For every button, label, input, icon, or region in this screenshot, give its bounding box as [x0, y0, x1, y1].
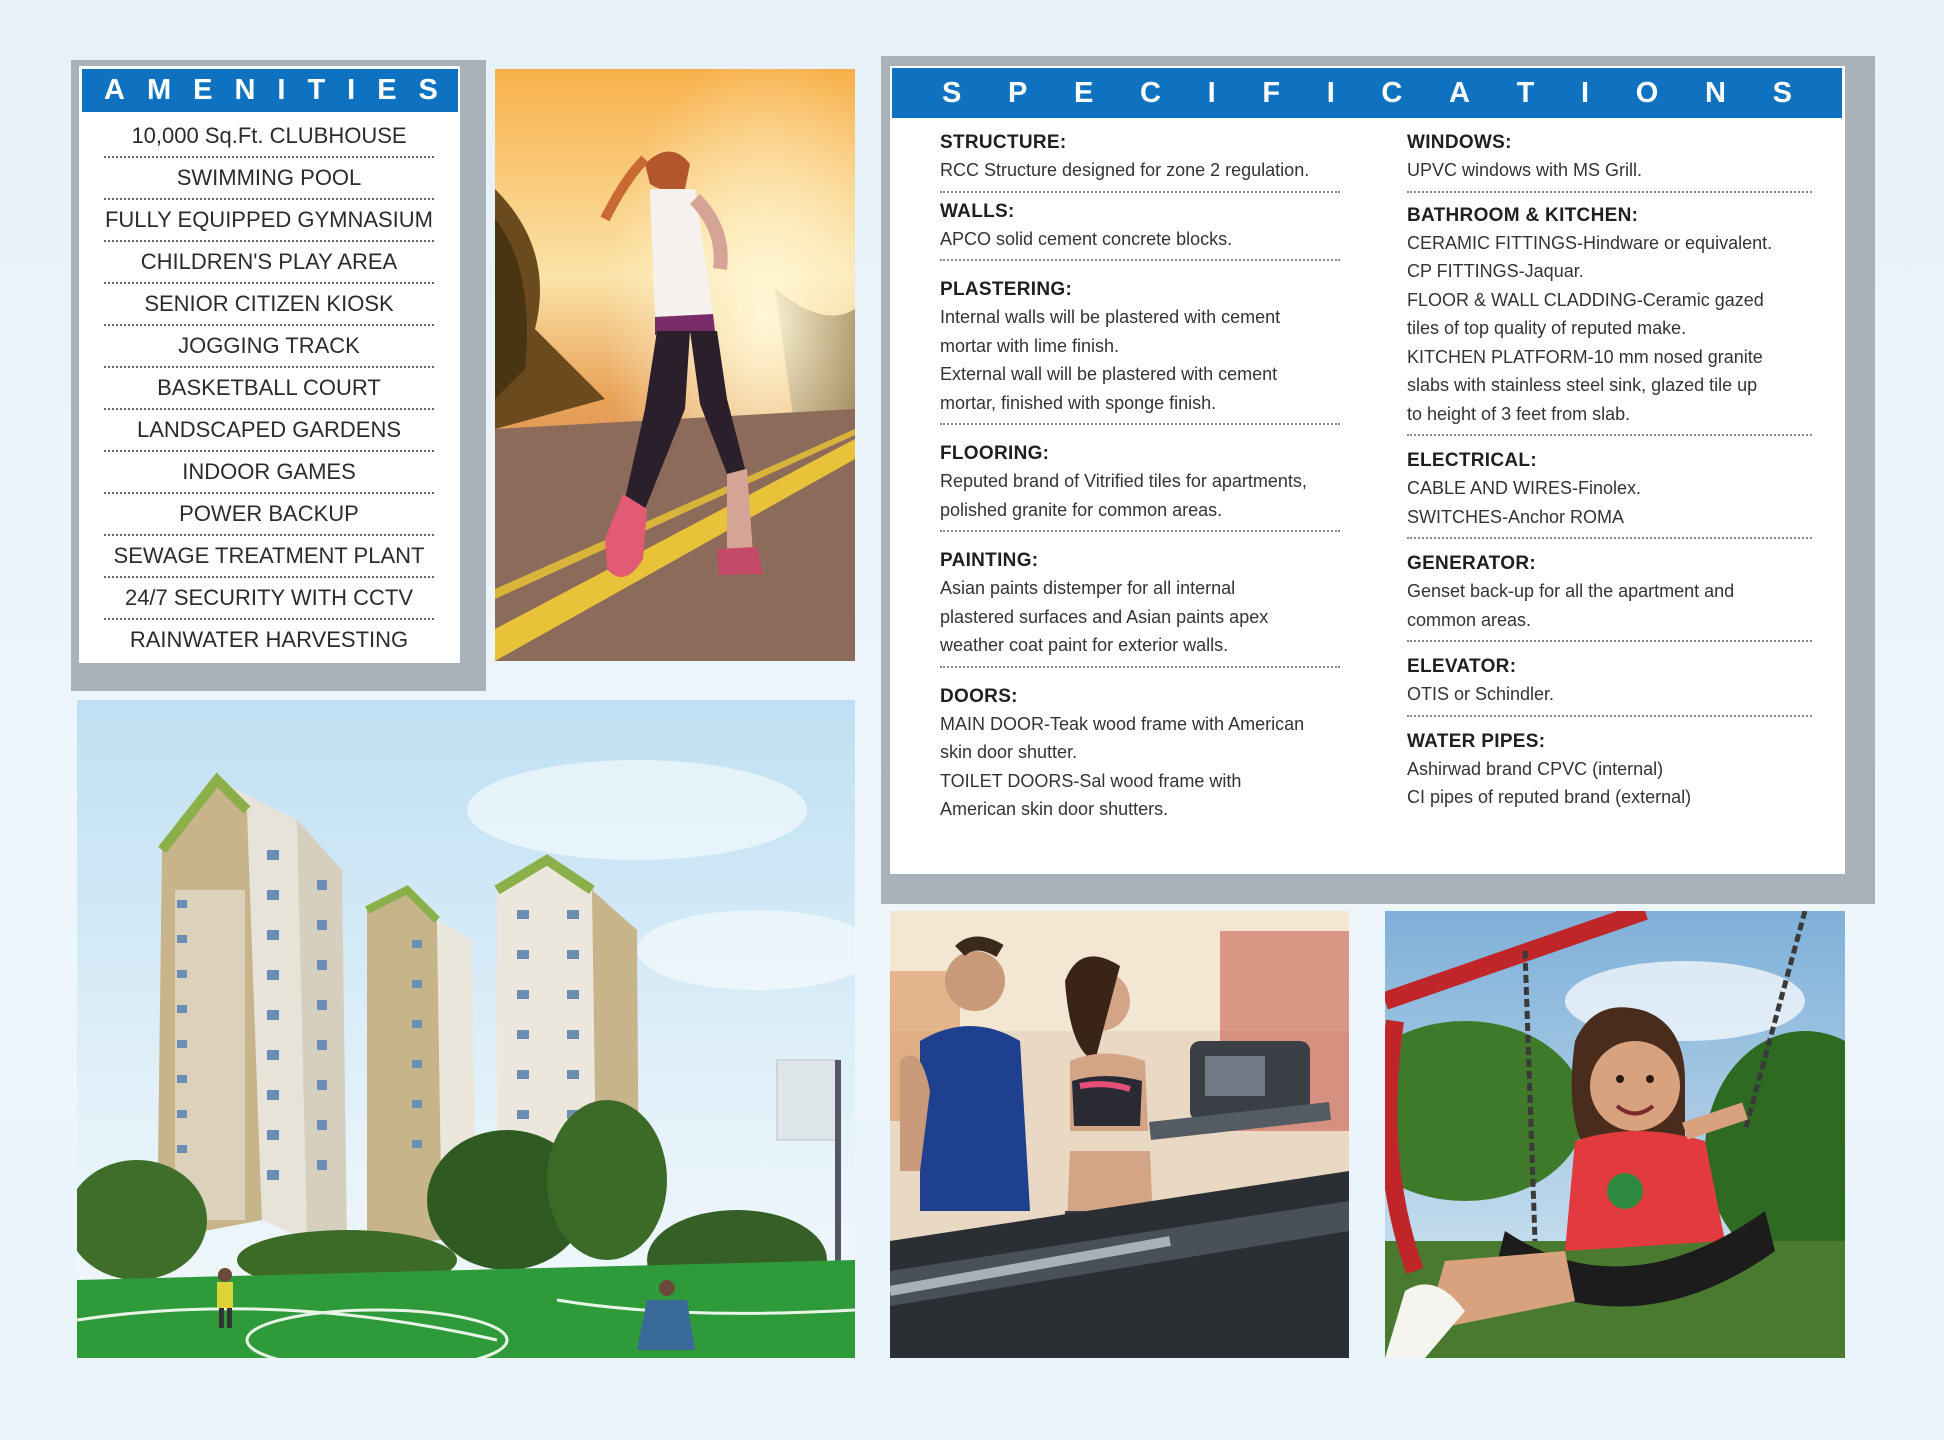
specifications-heading-letter: I: [1581, 77, 1590, 109]
spec-title: PAINTING:: [940, 550, 1039, 571]
specifications-heading-letter: S: [1772, 77, 1792, 109]
spec-text-line: UPVC windows with MS Grill.: [1407, 160, 1643, 180]
specifications-heading-letter: S: [942, 77, 962, 109]
spec-title: GENERATOR:: [1407, 553, 1536, 574]
spec-item: [1407, 132, 1812, 193]
spec-title: WINDOWS:: [1407, 132, 1512, 153]
spec-title: WALLS:: [940, 200, 1015, 222]
spec-text-line: mortar with lime finish.: [940, 335, 1120, 356]
amenity-item: LANDSCAPED GARDENS: [104, 410, 434, 452]
specifications-heading-letter: I: [1207, 77, 1216, 109]
spec-title: FLOORING:: [940, 443, 1050, 464]
spec-item: [1407, 205, 1812, 437]
amenity-item: INDOOR GAMES: [104, 452, 434, 494]
specifications-heading-letter: C: [1140, 77, 1161, 109]
spec-item: [1407, 553, 1812, 642]
specifications-card: [890, 66, 1845, 874]
spec-item: [940, 550, 1340, 668]
spec-item: [940, 443, 1340, 532]
amenity-item: RAINWATER HARVESTING: [129, 627, 409, 652]
amenity-item: JOGGING TRACK: [104, 326, 434, 368]
amenities-list: [104, 116, 434, 660]
spec-text-line: to height of 3 feet from slab.: [1407, 403, 1631, 424]
spec-text-line: TOILET DOORS-Sal wood frame with: [940, 770, 1242, 791]
specifications-heading: [892, 68, 1842, 118]
specifications-heading-letter: E: [1074, 77, 1094, 109]
spec-text-line: tiles of top quality of reputed make.: [1407, 318, 1687, 338]
amenity-item: 24/7 SECURITY WITH CCTV: [104, 578, 434, 620]
specifications-heading-letter: O: [1635, 77, 1659, 109]
spec-text-line: skin door shutter.: [940, 742, 1078, 762]
spec-item: [1407, 656, 1812, 717]
spec-item: [1407, 450, 1812, 539]
specifications-heading-letter: C: [1381, 77, 1403, 109]
amenities-heading: AMENITIES: [82, 69, 458, 112]
spec-text-line: CP FITTINGS-Jaquar.: [1407, 261, 1584, 281]
specifications-heading-letter: T: [1516, 77, 1535, 109]
spec-text-line: common areas.: [1407, 609, 1532, 630]
spec-text-line: FLOOR & WALL CLADDING-Ceramic gazed: [1407, 289, 1764, 310]
spec-text-line: External wall will be plastered with cement: [940, 364, 1278, 384]
spec-text-line: CI pipes of reputed brand (external): [1407, 787, 1692, 807]
amenity-item: BASKETBALL COURT: [104, 368, 434, 410]
spec-text-line: Genset back-up for all the apartment and: [1407, 581, 1735, 601]
runner-photo: [495, 69, 855, 661]
spec-text-line: RCC Structure designed for zone 2 regulation.: [940, 160, 1310, 180]
specifications-heading-letter: A: [1449, 77, 1470, 109]
spec-item: [940, 132, 1340, 193]
spec-title: PLASTERING:: [940, 279, 1073, 300]
specifications-heading-letter: P: [1008, 77, 1028, 109]
spec-text-line: weather coat paint for exterior walls.: [940, 635, 1229, 655]
specifications-heading-letter: I: [1326, 77, 1335, 109]
amenity-item: FULLY EQUIPPED GYMNASIUM: [104, 200, 434, 242]
spec-text-line: Reputed brand of Vitrified tiles for apartments,: [940, 471, 1307, 491]
spec-text-line: American skin door shutters.: [940, 799, 1169, 819]
spec-text-line: MAIN DOOR-Teak wood frame with American: [940, 713, 1305, 734]
amenities-card: [79, 66, 460, 663]
spec-text-line: APCO solid cement concrete blocks.: [940, 228, 1233, 249]
specifications-heading-letter: F: [1262, 77, 1281, 109]
spec-item: [940, 279, 1340, 425]
spec-text-line: polished granite for common areas.: [940, 499, 1223, 520]
spec-title: ELECTRICAL:: [1407, 450, 1537, 471]
spec-title: STRUCTURE:: [940, 132, 1067, 153]
spec-text-line: Ashirwad brand CPVC (internal): [1407, 758, 1664, 779]
spec-item: [1407, 731, 1812, 818]
spec-text-line: CERAMIC FITTINGS-Hindware or equivalent.: [1407, 232, 1773, 253]
spec-text-line: slabs with stainless steel sink, glazed tile up: [1407, 375, 1758, 395]
gym-treadmill-photo: [890, 911, 1349, 1358]
spec-title: ELEVATOR:: [1407, 656, 1517, 677]
amenity-item: POWER BACKUP: [104, 494, 434, 536]
amenity-item: CHILDREN'S PLAY AREA: [104, 242, 434, 284]
spec-text-line: plastered surfaces and Asian paints apex: [940, 606, 1269, 627]
specifications-heading-letter: N: [1704, 77, 1726, 109]
spec-text-line: CABLE AND WIRES-Finolex.: [1407, 478, 1642, 498]
spec-text-line: Internal walls will be plastered with cement: [940, 307, 1281, 327]
amenity-item: SENIOR CITIZEN KIOSK: [104, 284, 434, 326]
spec-text-line: KITCHEN PLATFORM-10 mm nosed granite: [1407, 346, 1763, 367]
spec-title: WATER PIPES:: [1407, 730, 1546, 752]
spec-text-line: OTIS or Schindler.: [1407, 684, 1555, 704]
spec-title: DOORS:: [940, 685, 1018, 707]
specifications-left-column: [940, 132, 1340, 830]
spec-item: [940, 201, 1340, 262]
amenity-item: 10,000 Sq.Ft. CLUBHOUSE: [104, 116, 434, 158]
amenity-item: SWIMMING POOL: [104, 158, 434, 200]
amenity-item: SEWAGE TREATMENT PLANT: [104, 536, 434, 578]
spec-text-line: mortar, finished with sponge finish.: [940, 392, 1217, 413]
specifications-right-column: [1407, 132, 1812, 818]
building-photo: [77, 700, 855, 1358]
spec-text-line: Asian paints distemper for all internal: [940, 578, 1236, 598]
spec-title: BATHROOM & KITCHEN:: [1407, 204, 1639, 226]
spec-item: [940, 686, 1340, 830]
spec-text-line: SWITCHES-Anchor ROMA: [1407, 506, 1625, 527]
child-swing-photo: [1385, 911, 1845, 1358]
